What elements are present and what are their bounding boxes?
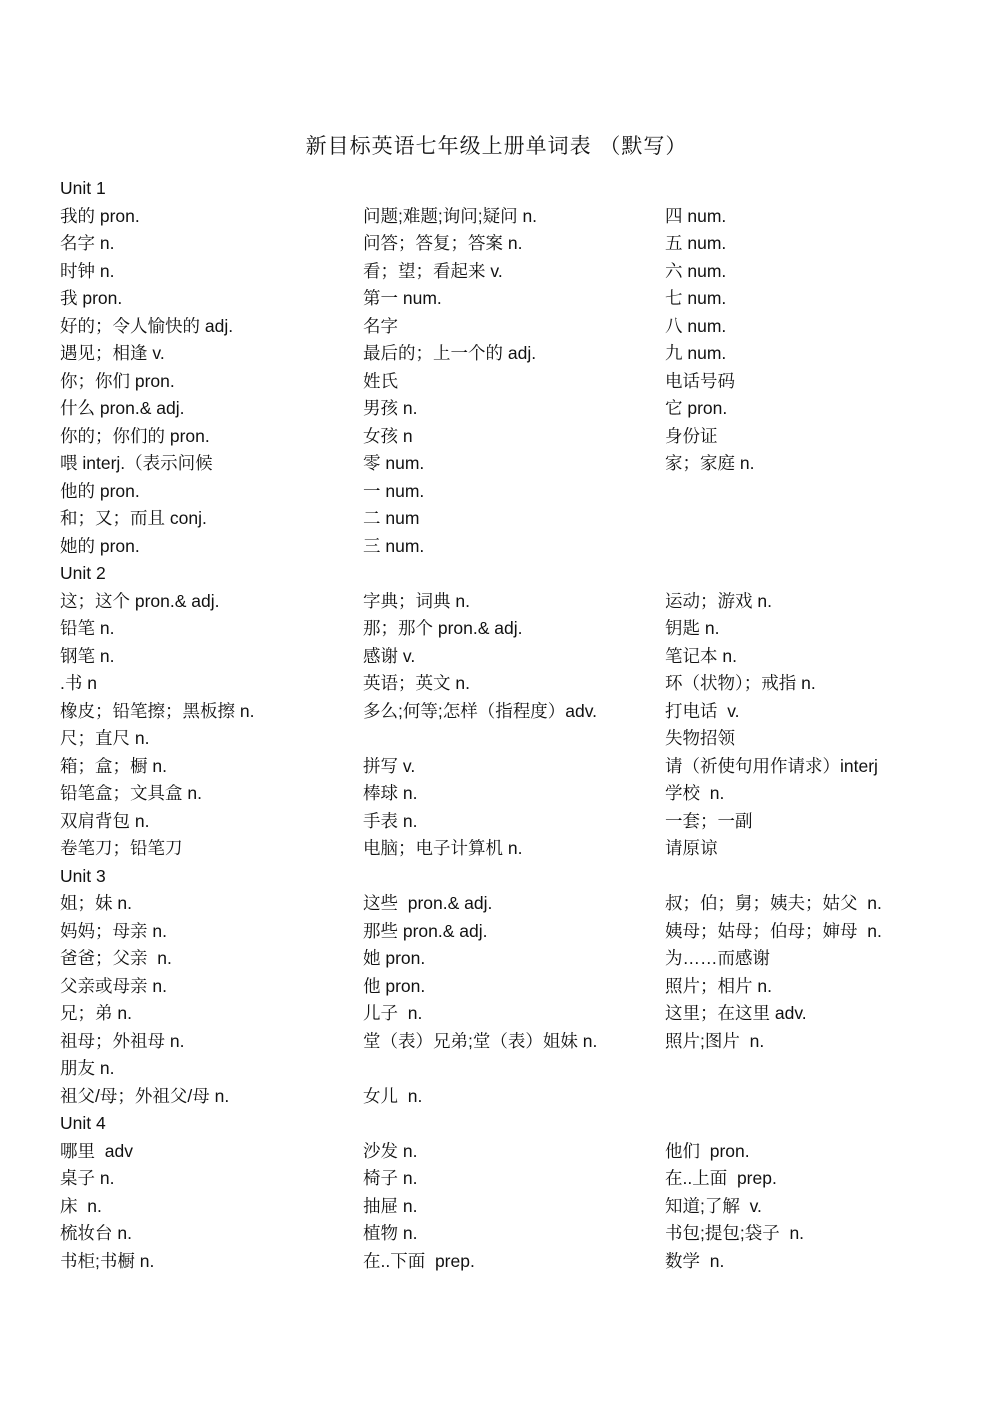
word-row bbox=[60, 450, 960, 478]
word-entry: 二 num bbox=[363, 508, 420, 528]
word-entry: 祖母；外祖母 n. bbox=[60, 1030, 185, 1051]
word-row bbox=[60, 1028, 960, 1056]
word-entry: 它 pron. bbox=[665, 398, 728, 418]
word-entry: 梳妆台 n. bbox=[60, 1223, 132, 1243]
word-entry: 最后的；上一个的 adj. bbox=[363, 343, 537, 363]
word-entry: 兄；弟 n. bbox=[60, 1003, 132, 1023]
word-entry: 橡皮；铅笔擦；黑板擦 n. bbox=[60, 700, 255, 721]
word-row bbox=[60, 945, 960, 973]
word-entry: 姐；妹 n. bbox=[60, 893, 132, 913]
word-entry: 你的；你们的 pron. bbox=[60, 425, 210, 446]
word-entry: 失物招领 bbox=[665, 728, 735, 748]
word-entry: 问答；答复；答案 n. bbox=[363, 233, 523, 253]
word-row bbox=[60, 780, 960, 808]
word-entry bbox=[665, 533, 960, 561]
word-entry: 三 num. bbox=[363, 535, 425, 556]
unit-section bbox=[60, 1110, 960, 1275]
word-entry: 他的 pron. bbox=[60, 480, 140, 501]
word-entry: 那些 pron.& adj. bbox=[363, 920, 488, 941]
word-entry: 哪里 adv bbox=[60, 1140, 133, 1161]
word-entry bbox=[363, 1055, 665, 1083]
word-entry: 姓氏 bbox=[363, 370, 398, 391]
word-entry bbox=[363, 725, 665, 753]
word-row bbox=[60, 1220, 960, 1248]
word-row bbox=[60, 368, 960, 396]
word-row bbox=[60, 1083, 960, 1111]
word-entry: 六 num. bbox=[665, 260, 727, 281]
word-entry: 身份证 bbox=[665, 425, 718, 446]
word-entry: 他们 pron. bbox=[665, 1140, 750, 1161]
word-entry: 笔记本 n. bbox=[665, 645, 737, 666]
word-entry: 这；这个 pron.& adj. bbox=[60, 590, 220, 611]
word-entry: 桌子 n. bbox=[60, 1168, 115, 1188]
word-row bbox=[60, 753, 960, 781]
word-entry: 打电话 v. bbox=[665, 700, 740, 721]
word-entry: 请原谅 bbox=[665, 838, 718, 858]
word-entry: 双肩背包 n. bbox=[60, 810, 150, 831]
word-entry: 在..上面 prep. bbox=[665, 1168, 777, 1188]
word-entry: 问题;难题;询问;疑问 n. bbox=[363, 205, 538, 226]
word-entry: 为……而感谢 bbox=[665, 948, 770, 968]
word-entry: 英语；英文 n. bbox=[363, 673, 470, 693]
word-entry: 和；又；而且 conj. bbox=[60, 508, 207, 528]
word-entry: 多么;何等;怎样（指程度）adv. bbox=[363, 700, 598, 721]
word-entry: 环（状物）；戒指 n. bbox=[665, 673, 816, 693]
unit-heading: Unit 1 bbox=[60, 178, 106, 198]
word-entry: 名字 bbox=[363, 315, 398, 336]
word-entry: 一 num. bbox=[363, 480, 425, 501]
word-entry: 朋友 n. bbox=[60, 1058, 115, 1078]
word-entry: 这里；在这里 adv. bbox=[665, 1003, 807, 1023]
word-row bbox=[60, 1000, 960, 1028]
word-entry: 遇见；相逢 v. bbox=[60, 343, 165, 363]
word-entry: 姨母；姑母；伯母；婶母 n. bbox=[665, 920, 882, 941]
word-entry: 那；那个 pron.& adj. bbox=[363, 618, 523, 638]
word-row bbox=[60, 643, 960, 671]
word-row bbox=[60, 725, 960, 753]
word-entry bbox=[665, 1083, 960, 1111]
word-row bbox=[60, 478, 960, 506]
word-entry: 尺；直尺 n. bbox=[60, 728, 150, 748]
word-entry: 祖父/母；外祖父/母 n. bbox=[60, 1085, 230, 1106]
word-entry: 铅笔 n. bbox=[60, 618, 115, 638]
word-entry: 她的 pron. bbox=[60, 535, 140, 556]
unit-section bbox=[60, 175, 960, 560]
word-entry: 钢笔 n. bbox=[60, 645, 115, 666]
word-entry: 抽屉 n. bbox=[363, 1195, 418, 1216]
word-entry: 女孩 n bbox=[363, 425, 413, 446]
word-entry: 照片;图片 n. bbox=[665, 1030, 765, 1051]
word-entry: 叔；伯；舅；姨夫；姑父 n. bbox=[665, 893, 882, 913]
word-entry: 卷笔刀；铅笔刀 bbox=[60, 838, 183, 858]
word-row bbox=[60, 285, 960, 313]
word-entry: 铅笔盒；文具盒 n. bbox=[60, 783, 202, 803]
word-row bbox=[60, 1165, 960, 1193]
word-entry: 学校 n. bbox=[665, 783, 725, 803]
word-entry: 一套；一副 bbox=[665, 810, 753, 831]
word-entry: .书 n bbox=[60, 673, 97, 693]
word-entry: 九 num. bbox=[665, 343, 727, 363]
unit-heading: Unit 3 bbox=[60, 865, 106, 886]
word-row bbox=[60, 395, 960, 423]
word-entry: 看；望；看起来 v. bbox=[363, 260, 503, 281]
word-entry: 知道;了解 v. bbox=[665, 1195, 762, 1216]
word-row bbox=[60, 670, 960, 698]
vocabulary-list bbox=[60, 175, 960, 1275]
word-entry: 你；你们 pron. bbox=[60, 370, 175, 391]
unit-section bbox=[60, 560, 960, 863]
unit-heading: Unit 4 bbox=[60, 1113, 106, 1133]
word-row bbox=[60, 533, 960, 561]
word-entry: 数学 n. bbox=[665, 1250, 725, 1271]
word-row bbox=[60, 423, 960, 451]
word-entry: 手表 n. bbox=[363, 810, 418, 831]
unit-heading: Unit 2 bbox=[60, 563, 106, 583]
word-entry: 请（祈使句用作请求）interj bbox=[665, 755, 878, 776]
word-row bbox=[60, 230, 960, 258]
word-entry: 什么 pron.& adj. bbox=[60, 398, 185, 418]
word-entry: 我的 pron. bbox=[60, 205, 140, 226]
word-entry: 第一 num. bbox=[363, 288, 442, 308]
word-row bbox=[60, 1248, 960, 1276]
word-entry: 我 pron. bbox=[60, 288, 123, 308]
word-entry: 名字 n. bbox=[60, 233, 115, 253]
word-row bbox=[60, 615, 960, 643]
word-entry: 女儿 n. bbox=[363, 1085, 423, 1106]
word-entry: 四 num. bbox=[665, 205, 727, 226]
word-entry: 钥匙 n. bbox=[665, 618, 720, 638]
word-row bbox=[60, 1138, 960, 1166]
word-row bbox=[60, 505, 960, 533]
word-entry: 五 num. bbox=[665, 233, 727, 253]
word-row bbox=[60, 313, 960, 341]
word-entry bbox=[665, 505, 960, 533]
word-entry: 字典；词典 n. bbox=[363, 590, 470, 611]
word-entry: 运动；游戏 n. bbox=[665, 590, 772, 611]
word-entry: 父亲或母亲 n. bbox=[60, 975, 167, 996]
word-entry: 感谢 v. bbox=[363, 645, 416, 666]
word-row bbox=[60, 588, 960, 616]
word-row bbox=[60, 258, 960, 286]
word-entry: 这些 pron.& adj. bbox=[363, 893, 493, 913]
word-entry: 书包;提包;袋子 n. bbox=[665, 1223, 805, 1243]
word-row bbox=[60, 808, 960, 836]
word-row bbox=[60, 1055, 960, 1083]
word-entry: 八 num. bbox=[665, 315, 727, 336]
word-entry: 箱；盒；橱 n. bbox=[60, 755, 167, 776]
word-entry: 电脑；电子计算机 n. bbox=[363, 838, 523, 858]
word-entry: 儿子 n. bbox=[363, 1003, 423, 1023]
unit-section bbox=[60, 863, 960, 1111]
word-entry: 爸爸；父亲 n. bbox=[60, 948, 172, 968]
word-row bbox=[60, 1193, 960, 1221]
word-row bbox=[60, 835, 960, 863]
word-row bbox=[60, 918, 960, 946]
word-entry: 椅子 n. bbox=[363, 1168, 418, 1188]
word-entry: 拼写 v. bbox=[363, 755, 416, 776]
page-title: 新目标英语七年级上册单词表 （默写） bbox=[305, 134, 688, 158]
word-entry: 家；家庭 n. bbox=[665, 453, 755, 473]
word-row bbox=[60, 890, 960, 918]
word-row bbox=[60, 698, 960, 726]
word-entry bbox=[665, 478, 960, 506]
word-entry: 沙发 n. bbox=[363, 1140, 418, 1161]
word-entry: 书柜;书橱 n. bbox=[60, 1250, 155, 1271]
word-entry: 妈妈；母亲 n. bbox=[60, 920, 167, 941]
word-entry: 堂（表）兄弟;堂（表）姐妹 n. bbox=[363, 1030, 598, 1051]
word-entry: 好的；令人愉快的 adj. bbox=[60, 315, 234, 336]
word-row bbox=[60, 203, 960, 231]
word-entry: 在..下面 prep. bbox=[363, 1250, 475, 1271]
word-entry: 她 pron. bbox=[363, 948, 426, 968]
word-entry: 零 num. bbox=[363, 453, 425, 473]
word-entry: 植物 n. bbox=[363, 1223, 418, 1243]
word-entry: 男孩 n. bbox=[363, 398, 418, 418]
word-entry bbox=[665, 1055, 960, 1083]
word-row bbox=[60, 340, 960, 368]
word-entry: 电话号码 bbox=[665, 370, 735, 391]
word-entry: 棒球 n. bbox=[363, 783, 418, 803]
word-entry: 床 n. bbox=[60, 1195, 102, 1216]
word-row bbox=[60, 973, 960, 1001]
word-entry: 时钟 n. bbox=[60, 260, 115, 281]
word-entry: 喂 interj.（表示问候 bbox=[60, 453, 213, 473]
word-entry: 七 num. bbox=[665, 288, 727, 308]
word-entry: 照片；相片 n. bbox=[665, 975, 772, 996]
word-entry: 他 pron. bbox=[363, 975, 426, 996]
